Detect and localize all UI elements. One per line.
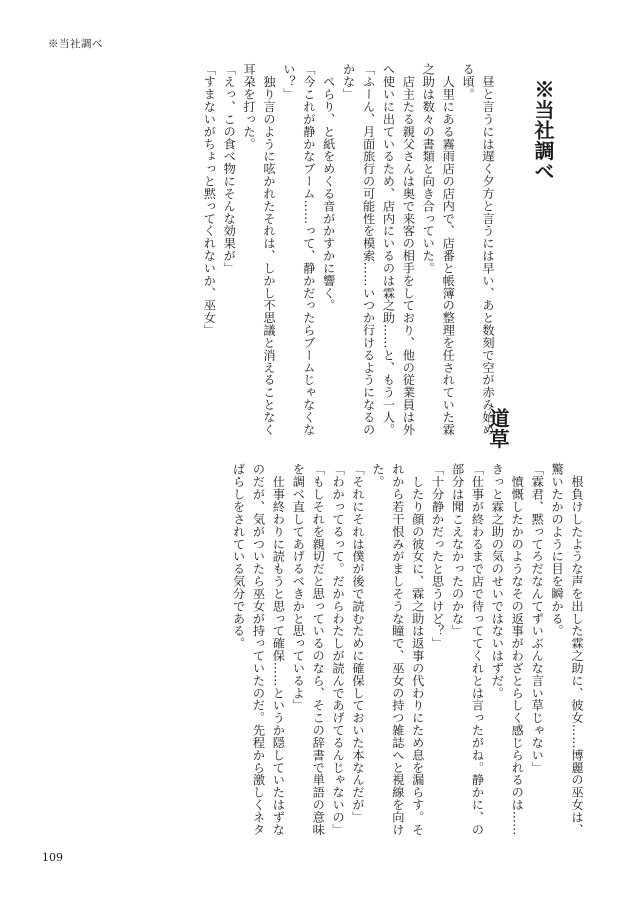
running-head: ※当社調べ <box>48 38 103 50</box>
section-title-current-survey: ※当社調べ <box>531 79 555 182</box>
body-text-lower: 根負けしたような声を出した霖之助に、彼女……博麗の巫女は、 驚いたかのように目を瞬かる。 「霖君、黙ってろだなんてずいぶんな言い草じゃない」 憤慨したかのようなその返事がわざとらしく感じられるのは…… きっと霖之助の気のせいではないはずだ。 「仕事が終わるまで店で待っててくれとは言ったがね。静かに、の 部分は聞こえなかったのかな」 「十分静かだったと思うけど？」 したり顔の彼女に、霖之助は返事の代わりにため息を漏らす。そ れから若干恨みがましそうな瞳で、巫女の持つ雑誌へと視線を向け た。 「それにそれは僕が後で読むために確保しておいた本なんだが」 「わかってるって。だからわたしが読んであげてるんじゃないの」 「もしそれを親切だと思っているのなら、そこの辞書で単語の意味 を調べ直してあげるべきかと思っているよ」 仕事終わりに読もうと思って確保……というか隠していたはずな のだが、気がついたら巫女が持っていたのだ。先程から激しくネタ ばらしをされている気分である。 <box>231 463 584 836</box>
body-text-upper: 昼と言うには遅く夕方と言うには早い、あと数刻で空が赤み始め る頃。 人里にある霧雨店の店内で、店番と帳簿の整理を任されていた霖 之助は数々の書類と向き合っていた。 店主たる親父さんは奥で来客の相手をしており、他の従業員は外 へ使いに出ているため、店内にいるのは霖之助……と、もう一人。 「ふーん、月面旅行の可能性を模索……いつか行けるようになるの かな」 ぺらり、と紙をめくる音がかすかに響く。 「今これが静かなブーム……って、静かだったらブームじゃなくな い？」 独り言のように呟かれたそれは、しかし不思議と消えることなく 耳朶を打った。 「えっ、この食べ物にそんな効果が」 「すまないがちょっと黙ってくれないか、巫女」 <box>202 63 495 436</box>
section-title-michikusa: 道草 <box>486 408 510 449</box>
page-number: 109 <box>42 851 63 864</box>
